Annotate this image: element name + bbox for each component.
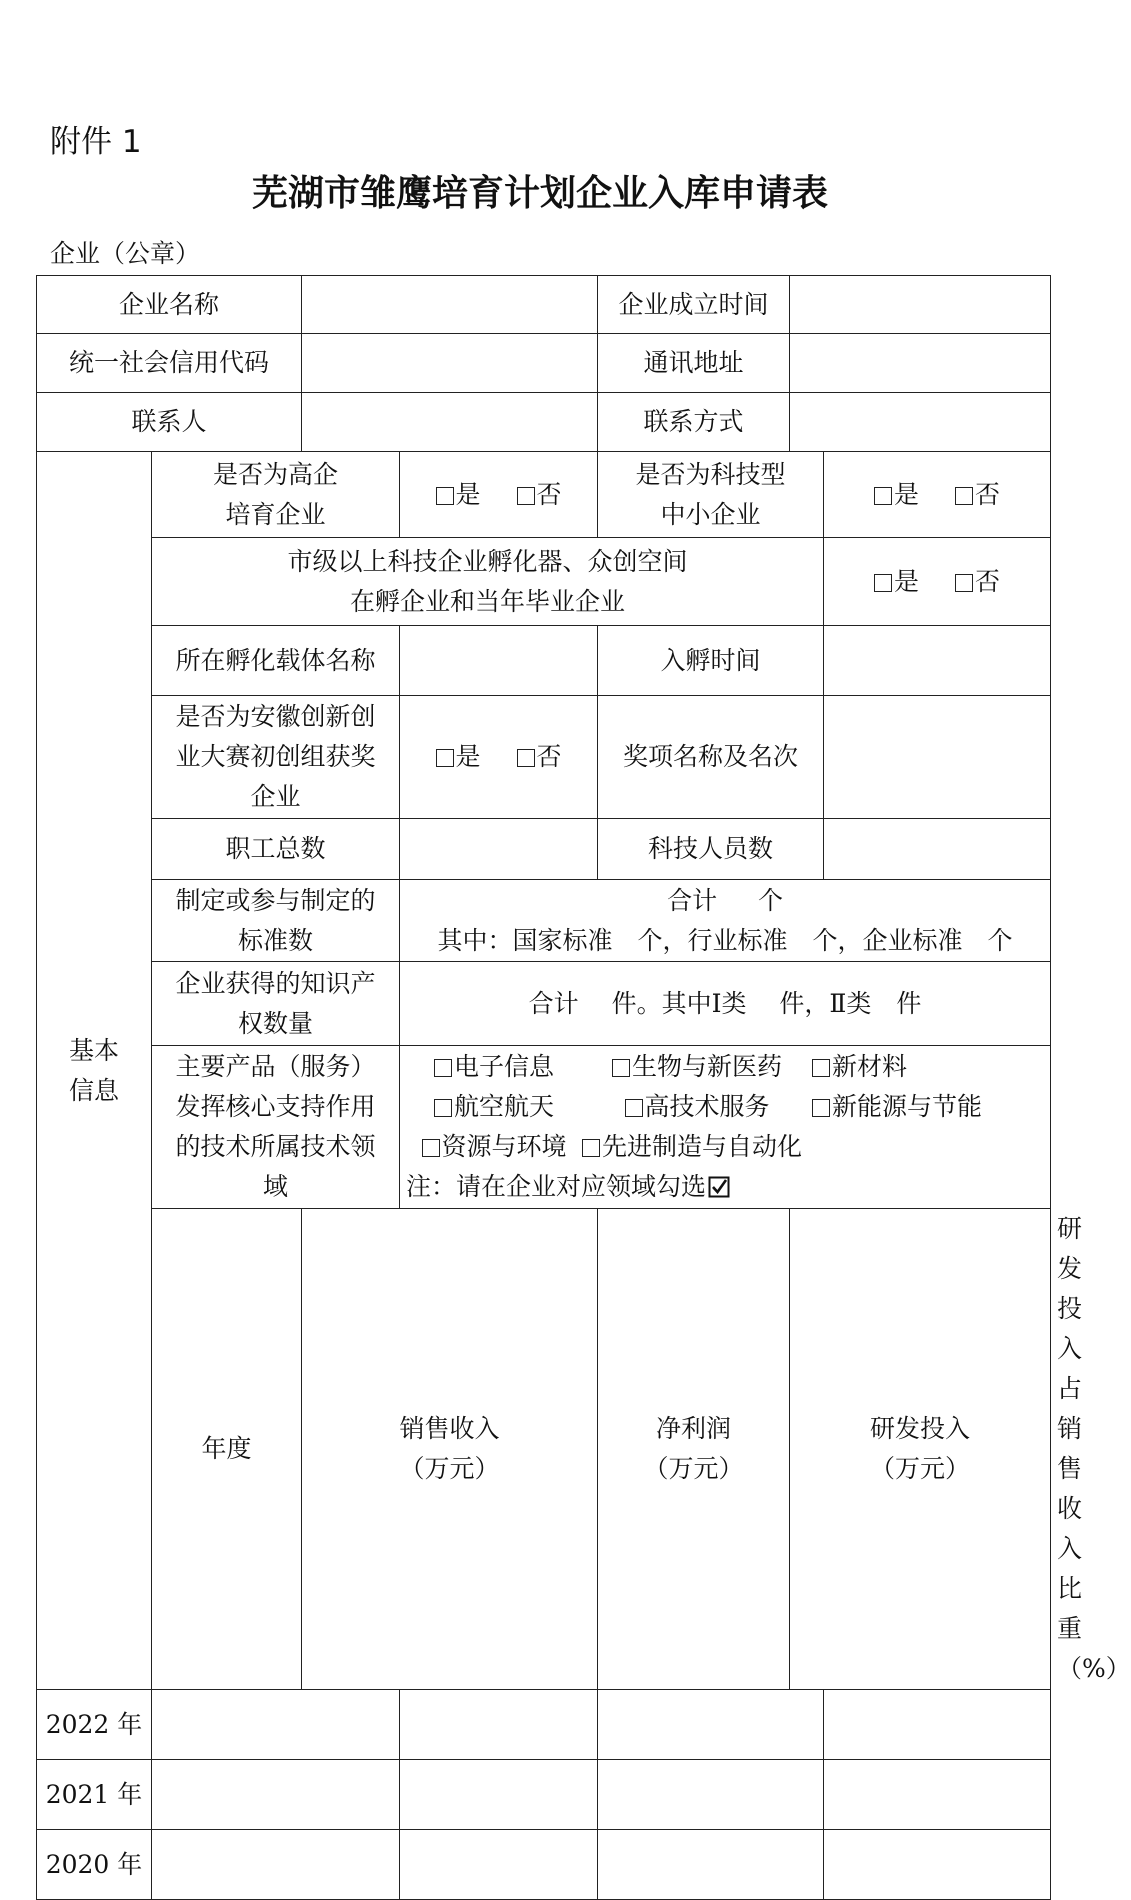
year-header: 年度 bbox=[152, 1209, 302, 1690]
rd-cell[interactable] bbox=[598, 1830, 824, 1900]
tech-sme-label: 是否为科技型 中小企业 bbox=[598, 452, 824, 538]
founded-date-label: 企业成立时间 bbox=[598, 276, 790, 334]
company-name-field[interactable] bbox=[302, 276, 598, 334]
field-biomedicine-checkbox[interactable]: 生物与新医药 bbox=[582, 1047, 812, 1087]
sales-header: 销售收入 （万元） bbox=[302, 1209, 598, 1690]
profit-cell[interactable] bbox=[400, 1760, 598, 1830]
rd-ratio-cell[interactable] bbox=[824, 1830, 1051, 1900]
rd-ratio-cell[interactable] bbox=[824, 1760, 1051, 1830]
contest-no-checkbox[interactable]: 否 bbox=[517, 742, 562, 771]
incubator-choice bbox=[824, 538, 1051, 626]
award-name-label: 奖项名称及名次 bbox=[598, 696, 824, 819]
tech-sme-yes-checkbox[interactable]: 是 bbox=[874, 480, 919, 509]
founded-date-field[interactable] bbox=[790, 276, 1051, 334]
incubation-time-field[interactable] bbox=[824, 626, 1051, 696]
tech-domain-label: 主要产品（服务） 发挥核心支持作用 的技术所属技术领 域 bbox=[152, 1046, 400, 1209]
year-cell: 2021 年 bbox=[37, 1760, 152, 1830]
contest-yes-checkbox[interactable]: 是 bbox=[436, 742, 481, 771]
contact-method-label: 联系方式 bbox=[598, 393, 790, 452]
basic-info-section-label: 基本 信息 bbox=[37, 452, 152, 1690]
contact-person-label: 联系人 bbox=[37, 393, 302, 452]
ip-count-field[interactable]: 合计 件。其中Ⅰ类 件，Ⅱ类 件 bbox=[400, 962, 1051, 1046]
sales-cell[interactable] bbox=[152, 1690, 400, 1760]
award-name-field[interactable] bbox=[824, 696, 1051, 819]
tech-staff-label: 科技人员数 bbox=[598, 819, 824, 880]
field-hightech-services-checkbox[interactable]: 高技术服务 bbox=[582, 1087, 812, 1127]
rd-cell[interactable] bbox=[598, 1690, 824, 1760]
table-row bbox=[37, 1690, 1051, 1760]
tech-sme-choice bbox=[824, 452, 1051, 538]
carrier-name-label: 所在孵化载体名称 bbox=[152, 626, 400, 696]
high-tech-choice bbox=[400, 452, 598, 538]
tech-staff-field[interactable] bbox=[824, 819, 1051, 880]
standards-label: 制定或参与制定的 标准数 bbox=[152, 880, 400, 962]
incubator-label: 市级以上科技企业孵化器、众创空间 在孵企业和当年毕业企业 bbox=[152, 538, 824, 626]
credit-code-label: 统一社会信用代码 bbox=[37, 334, 302, 393]
rd-cell[interactable] bbox=[598, 1760, 824, 1830]
sales-cell[interactable] bbox=[152, 1830, 400, 1900]
field-new-energy-checkbox[interactable]: 新能源与节能 bbox=[812, 1087, 982, 1127]
table-row bbox=[37, 1830, 1051, 1900]
address-label: 通讯地址 bbox=[598, 334, 790, 393]
tech-sme-no-checkbox[interactable]: 否 bbox=[955, 480, 1000, 509]
credit-code-field[interactable] bbox=[302, 334, 598, 393]
company-name-label: 企业名称 bbox=[37, 276, 302, 334]
company-seal-label: 企业（公章） bbox=[50, 239, 201, 268]
profit-cell[interactable] bbox=[400, 1830, 598, 1900]
tech-domain-options bbox=[400, 1046, 1051, 1209]
table-row bbox=[37, 1760, 1051, 1830]
employees-label: 职工总数 bbox=[152, 819, 400, 880]
year-cell: 2020 年 bbox=[37, 1830, 152, 1900]
contact-person-field[interactable] bbox=[302, 393, 598, 452]
field-resources-environment-checkbox[interactable]: 资源与环境 bbox=[406, 1127, 582, 1167]
high-tech-candidate-label: 是否为高企 培育企业 bbox=[152, 452, 400, 538]
employees-field[interactable] bbox=[400, 819, 598, 880]
contest-choice bbox=[400, 696, 598, 819]
sales-cell[interactable] bbox=[152, 1760, 400, 1830]
profit-header: 净利润 （万元） bbox=[598, 1209, 790, 1690]
contest-winner-label: 是否为安徽创新创 业大赛初创组获奖 企业 bbox=[152, 696, 400, 819]
incubator-yes-checkbox[interactable]: 是 bbox=[874, 567, 919, 596]
field-electronics-checkbox[interactable]: 电子信息 bbox=[406, 1047, 582, 1087]
incubation-time-label: 入孵时间 bbox=[598, 626, 824, 696]
carrier-name-field[interactable] bbox=[400, 626, 598, 696]
year-cell: 2022 年 bbox=[37, 1690, 152, 1760]
contact-method-field[interactable] bbox=[790, 393, 1051, 452]
domain-note: 注：请在企业对应领域勾选 bbox=[406, 1167, 1044, 1207]
standards-field[interactable]: 合计 个 其中：国家标准 个，行业标准 个，企业标准 个 bbox=[400, 880, 1051, 962]
profit-cell[interactable] bbox=[400, 1690, 598, 1760]
application-form: 企业名称 企业成立时间 统一社会信用代码 通讯地址 联系人 联系方式 基本 信息 是否为高企 培育企业 是 否 是否为科技型 中小企业 是 否 市级以上科技企业孵化器、众创空间 在孵企业和当年毕业企业 是 否 所在孵化载体名称 入孵时间 是否为安徽创新创 业大赛初创组获奖 企业 是 否 奖项名称及名次 职工总数 科技人员数 制定或参与制定的 标准数 合计 个 其中：国家标准 个，行业标准 个，企业标准 个 企业获得的知识产 权数量 合计 件。其中Ⅰ类 件，Ⅱ类 件 主要产品（服务） 发挥核心支持作用 的技术所属技术领 域 电子信息 生物与新医药 新材料 航空航天 高技术服务 新能源与节能 资源与环境 先进制造与自动化 注：请在企业对应领域勾选 年度 销售收入 （万元） 净利润 （万元） 研发投入 （万元） 研发投入占 销售收入比重 （%） 2022 年 2021 年 2020 年 bbox=[36, 275, 1051, 1900]
ip-count-label: 企业获得的知识产 权数量 bbox=[152, 962, 400, 1046]
high-tech-no-checkbox[interactable]: 否 bbox=[517, 480, 562, 509]
high-tech-yes-checkbox[interactable]: 是 bbox=[436, 480, 481, 509]
rd-ratio-cell[interactable] bbox=[824, 1690, 1051, 1760]
rd-header: 研发投入 （万元） bbox=[790, 1209, 1051, 1690]
incubator-no-checkbox[interactable]: 否 bbox=[955, 567, 1000, 596]
form-title: 芜湖市雏鹰培育计划企业入库申请表 bbox=[251, 173, 828, 214]
field-new-materials-checkbox[interactable]: 新材料 bbox=[812, 1047, 907, 1087]
checked-box-icon bbox=[708, 1176, 730, 1198]
field-advanced-manufacturing-checkbox[interactable]: 先进制造与自动化 bbox=[582, 1127, 802, 1167]
field-aerospace-checkbox[interactable]: 航空航天 bbox=[406, 1087, 582, 1127]
address-field[interactable] bbox=[790, 334, 1051, 393]
attachment-label: 附件 1 bbox=[50, 124, 142, 160]
